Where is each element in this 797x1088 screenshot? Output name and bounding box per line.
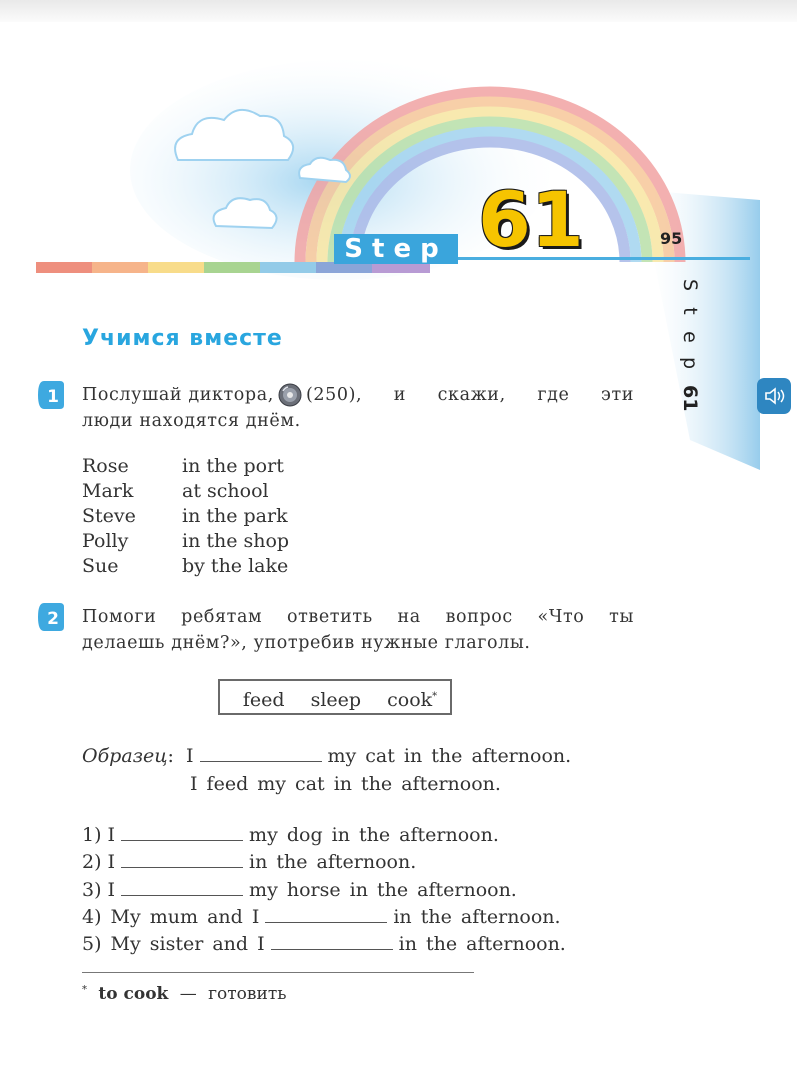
answer-blank[interactable]: [265, 908, 387, 923]
exercise-1-number: 1: [47, 387, 59, 407]
exercise-2-text-line2: делаешь днём?», употребив нужные глаголы.: [82, 633, 531, 653]
side-step-letter: t: [679, 307, 701, 315]
person-place: in the park: [182, 505, 288, 527]
sample: [82, 742, 571, 798]
item-end: in the afternoon.: [393, 905, 561, 928]
exercise-2-instruction: [82, 604, 634, 656]
footnote: [82, 984, 286, 1004]
exercise-1-instruction: [82, 382, 634, 434]
item-start: 2) I: [82, 851, 116, 874]
list-item: [82, 529, 289, 554]
footnote-mark: *: [432, 691, 438, 702]
item-start: 5) My sister and I: [82, 933, 265, 956]
answer-blank[interactable]: [121, 881, 243, 896]
step-number: 61: [478, 175, 584, 264]
list-item: [82, 554, 289, 579]
person-name: Polly: [82, 530, 129, 552]
exercise-1-text-line2: люди находятся днём.: [82, 411, 301, 431]
word-box: [218, 679, 452, 715]
item-end: in the afternoon.: [398, 933, 566, 956]
person-place: at school: [182, 480, 269, 502]
side-step-label: [678, 272, 702, 410]
sample-start: I: [185, 745, 194, 767]
item-start: 4) My mum and I: [82, 905, 260, 928]
step-label: Step: [334, 234, 458, 264]
answer-blank: [200, 747, 322, 762]
item-end: in the afternoon.: [249, 851, 417, 874]
answer-blank[interactable]: [121, 826, 243, 841]
footnote-translation: готовить: [208, 984, 287, 1004]
exercise-2-badge: [38, 602, 64, 632]
footnote-divider: [82, 972, 474, 973]
exercise-1-text-part2: (250), и скажи, где эти: [305, 385, 634, 405]
exercise-2-text-line1: Помоги ребятам ответить на вопрос «Что ты: [82, 607, 634, 627]
audio-play-button[interactable]: [757, 378, 791, 414]
sample-colon: :: [167, 745, 174, 767]
list-item: [82, 454, 289, 479]
list-item: [82, 877, 566, 904]
word-feed: feed: [242, 689, 285, 712]
sample-end: my cat in the afternoon.: [327, 745, 572, 767]
word-cook: cook: [387, 689, 433, 712]
answer-blank[interactable]: [271, 935, 393, 950]
item-end: my dog in the afternoon.: [249, 824, 499, 846]
side-step-letter: e: [679, 331, 701, 343]
list-item: [82, 822, 566, 849]
exercise-2-items: [82, 822, 566, 958]
item-start: 3) I: [82, 878, 116, 901]
person-place: in the port: [182, 455, 284, 477]
person-name: Sue: [82, 555, 119, 577]
exercise-1-badge: [38, 380, 64, 410]
exercise-1-text-part1: Послушай диктора,: [82, 385, 274, 405]
footnote-dash: —: [179, 984, 197, 1004]
list-item: [82, 849, 566, 876]
list-item: [82, 504, 289, 529]
person-place: by the lake: [182, 555, 289, 577]
item-start: 1) I: [82, 824, 116, 846]
speaker-icon: [757, 378, 791, 414]
sample-answer: I feed my cat in the afternoon.: [190, 773, 501, 795]
list-item: [82, 904, 566, 931]
side-step-letter: S: [679, 278, 701, 292]
footnote-term: to cook: [98, 984, 169, 1004]
person-place: in the shop: [182, 530, 290, 552]
side-step-number: 61: [679, 385, 701, 412]
people-places-list: [82, 454, 289, 579]
person-name: Steve: [82, 505, 136, 527]
cd-icon[interactable]: [278, 383, 302, 407]
list-item: [82, 479, 289, 504]
footnote-mark: *: [82, 984, 87, 996]
person-name: Mark: [82, 480, 134, 502]
exercise-2-number: 2: [47, 609, 59, 629]
answer-blank[interactable]: [121, 853, 243, 868]
sample-label: Образец: [82, 745, 168, 767]
page-number: 95: [660, 229, 683, 248]
list-item: [82, 931, 566, 958]
word-sleep: sleep: [310, 689, 362, 712]
item-end: my horse in the afternoon.: [249, 878, 517, 901]
side-step-letter: p: [679, 356, 701, 370]
section-title: Учимся вместе: [82, 326, 283, 351]
person-name: Rose: [82, 455, 129, 477]
